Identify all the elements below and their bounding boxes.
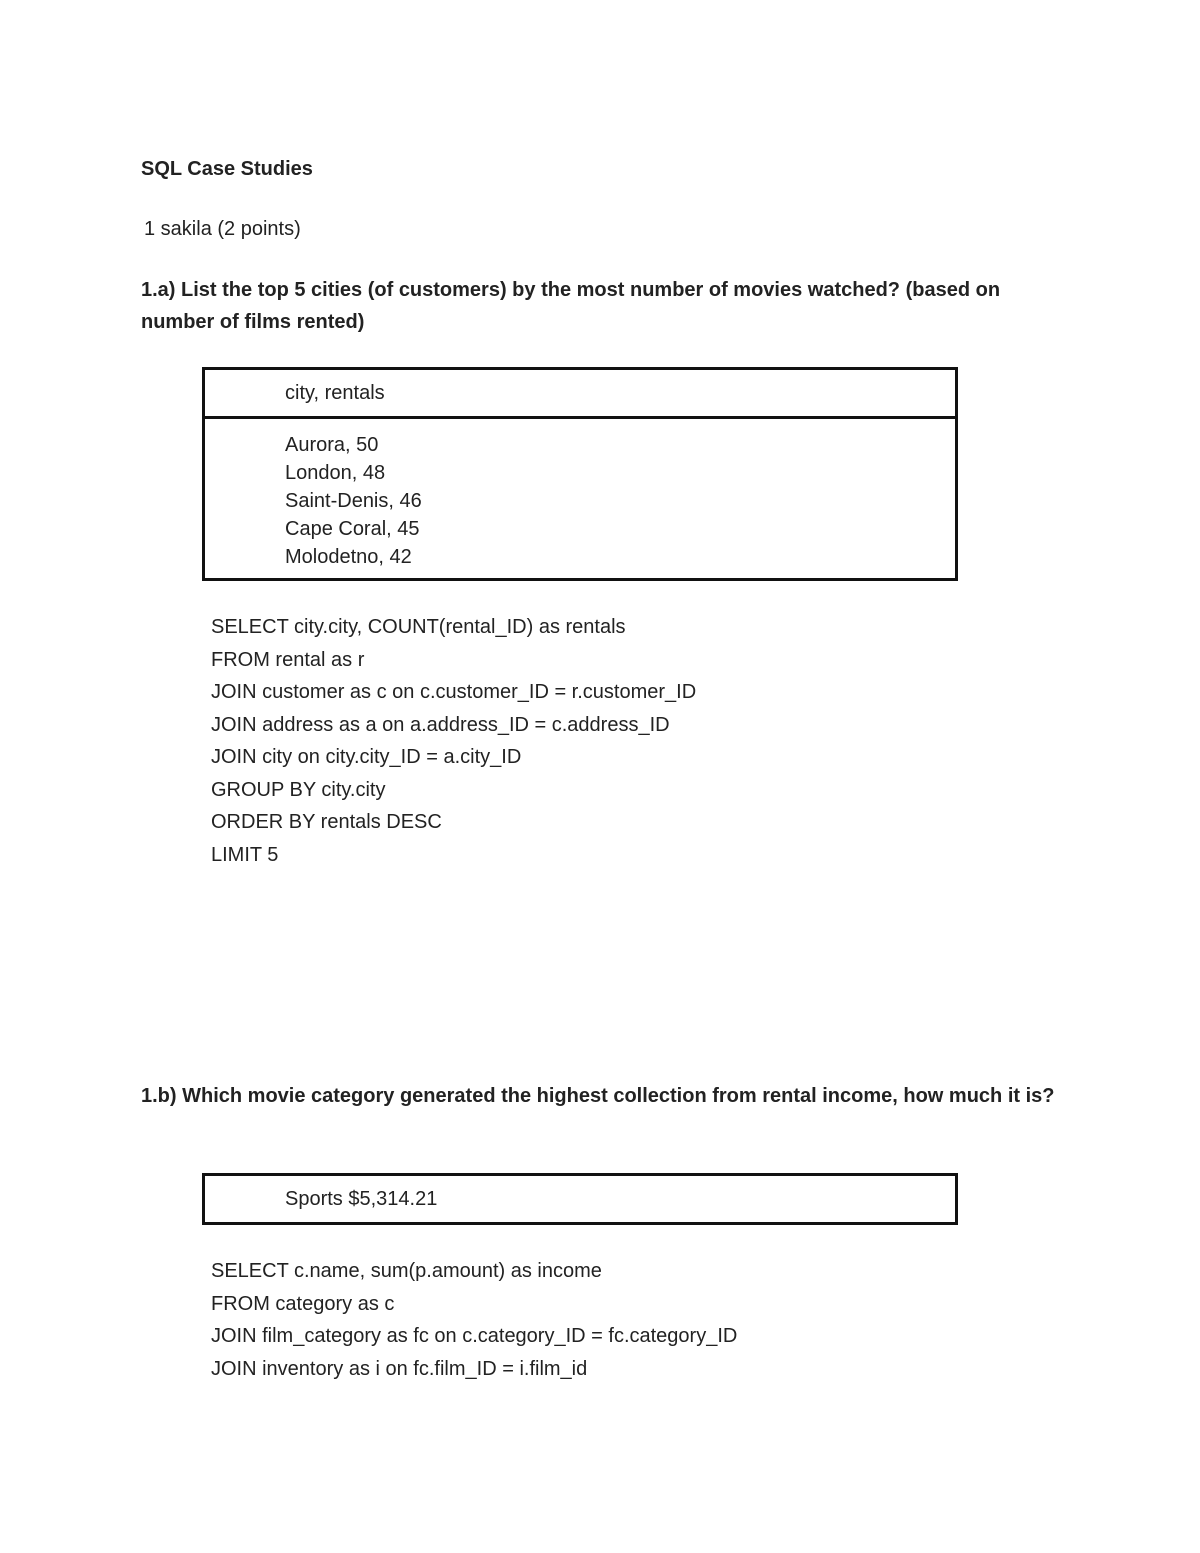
result-row: Aurora, 50	[285, 434, 379, 456]
sql-line: GROUP BY city.city	[211, 778, 386, 801]
sql-line: FROM rental as r	[211, 648, 365, 671]
document-title: SQL Case Studies	[141, 158, 313, 180]
answer-box-1a	[202, 367, 958, 581]
section-label: 1 sakila (2 points)	[144, 218, 301, 240]
sql-line: SELECT c.name, sum(p.amount) as income	[211, 1260, 602, 1282]
sql-line: JOIN inventory as i on fc.film_ID = i.film_id	[211, 1357, 588, 1380]
result-header: city, rentals	[205, 370, 955, 419]
sql-line: FROM category as c	[211, 1292, 395, 1315]
result-row: London, 48	[285, 462, 386, 484]
question-1b: 1.b) Which movie category generated the highest collection from rental income, how much it is?	[141, 1085, 1055, 1107]
sql-line: LIMIT 5	[211, 843, 279, 866]
sql-line: JOIN address as a on a.address_ID = c.address_ID	[211, 713, 670, 736]
sql-query-1b	[211, 1255, 737, 1385]
result-rows	[205, 419, 955, 571]
result-row: Molodetno, 42	[285, 546, 412, 568]
sql-line: SELECT city.city, COUNT(rental_ID) as rentals	[211, 616, 626, 638]
answer-box-1b: Sports $5,314.21	[202, 1173, 958, 1225]
sql-query-1a	[211, 611, 696, 871]
sql-line: ORDER BY rentals DESC	[211, 811, 442, 833]
sql-line: JOIN customer as c on c.customer_ID = r.customer_ID	[211, 681, 697, 703]
result-row: Cape Coral, 45	[285, 518, 420, 540]
sql-line: JOIN film_category as fc on c.category_ID = fc.category_ID	[211, 1325, 738, 1347]
question-1a: 1.a) List the top 5 cities (of customers) by the most number of movies watched? (based on number of films rented)	[141, 279, 1001, 333]
sql-line: JOIN city on city.city_ID = a.city_ID	[211, 746, 522, 768]
result-row: Saint-Denis, 46	[285, 490, 422, 512]
